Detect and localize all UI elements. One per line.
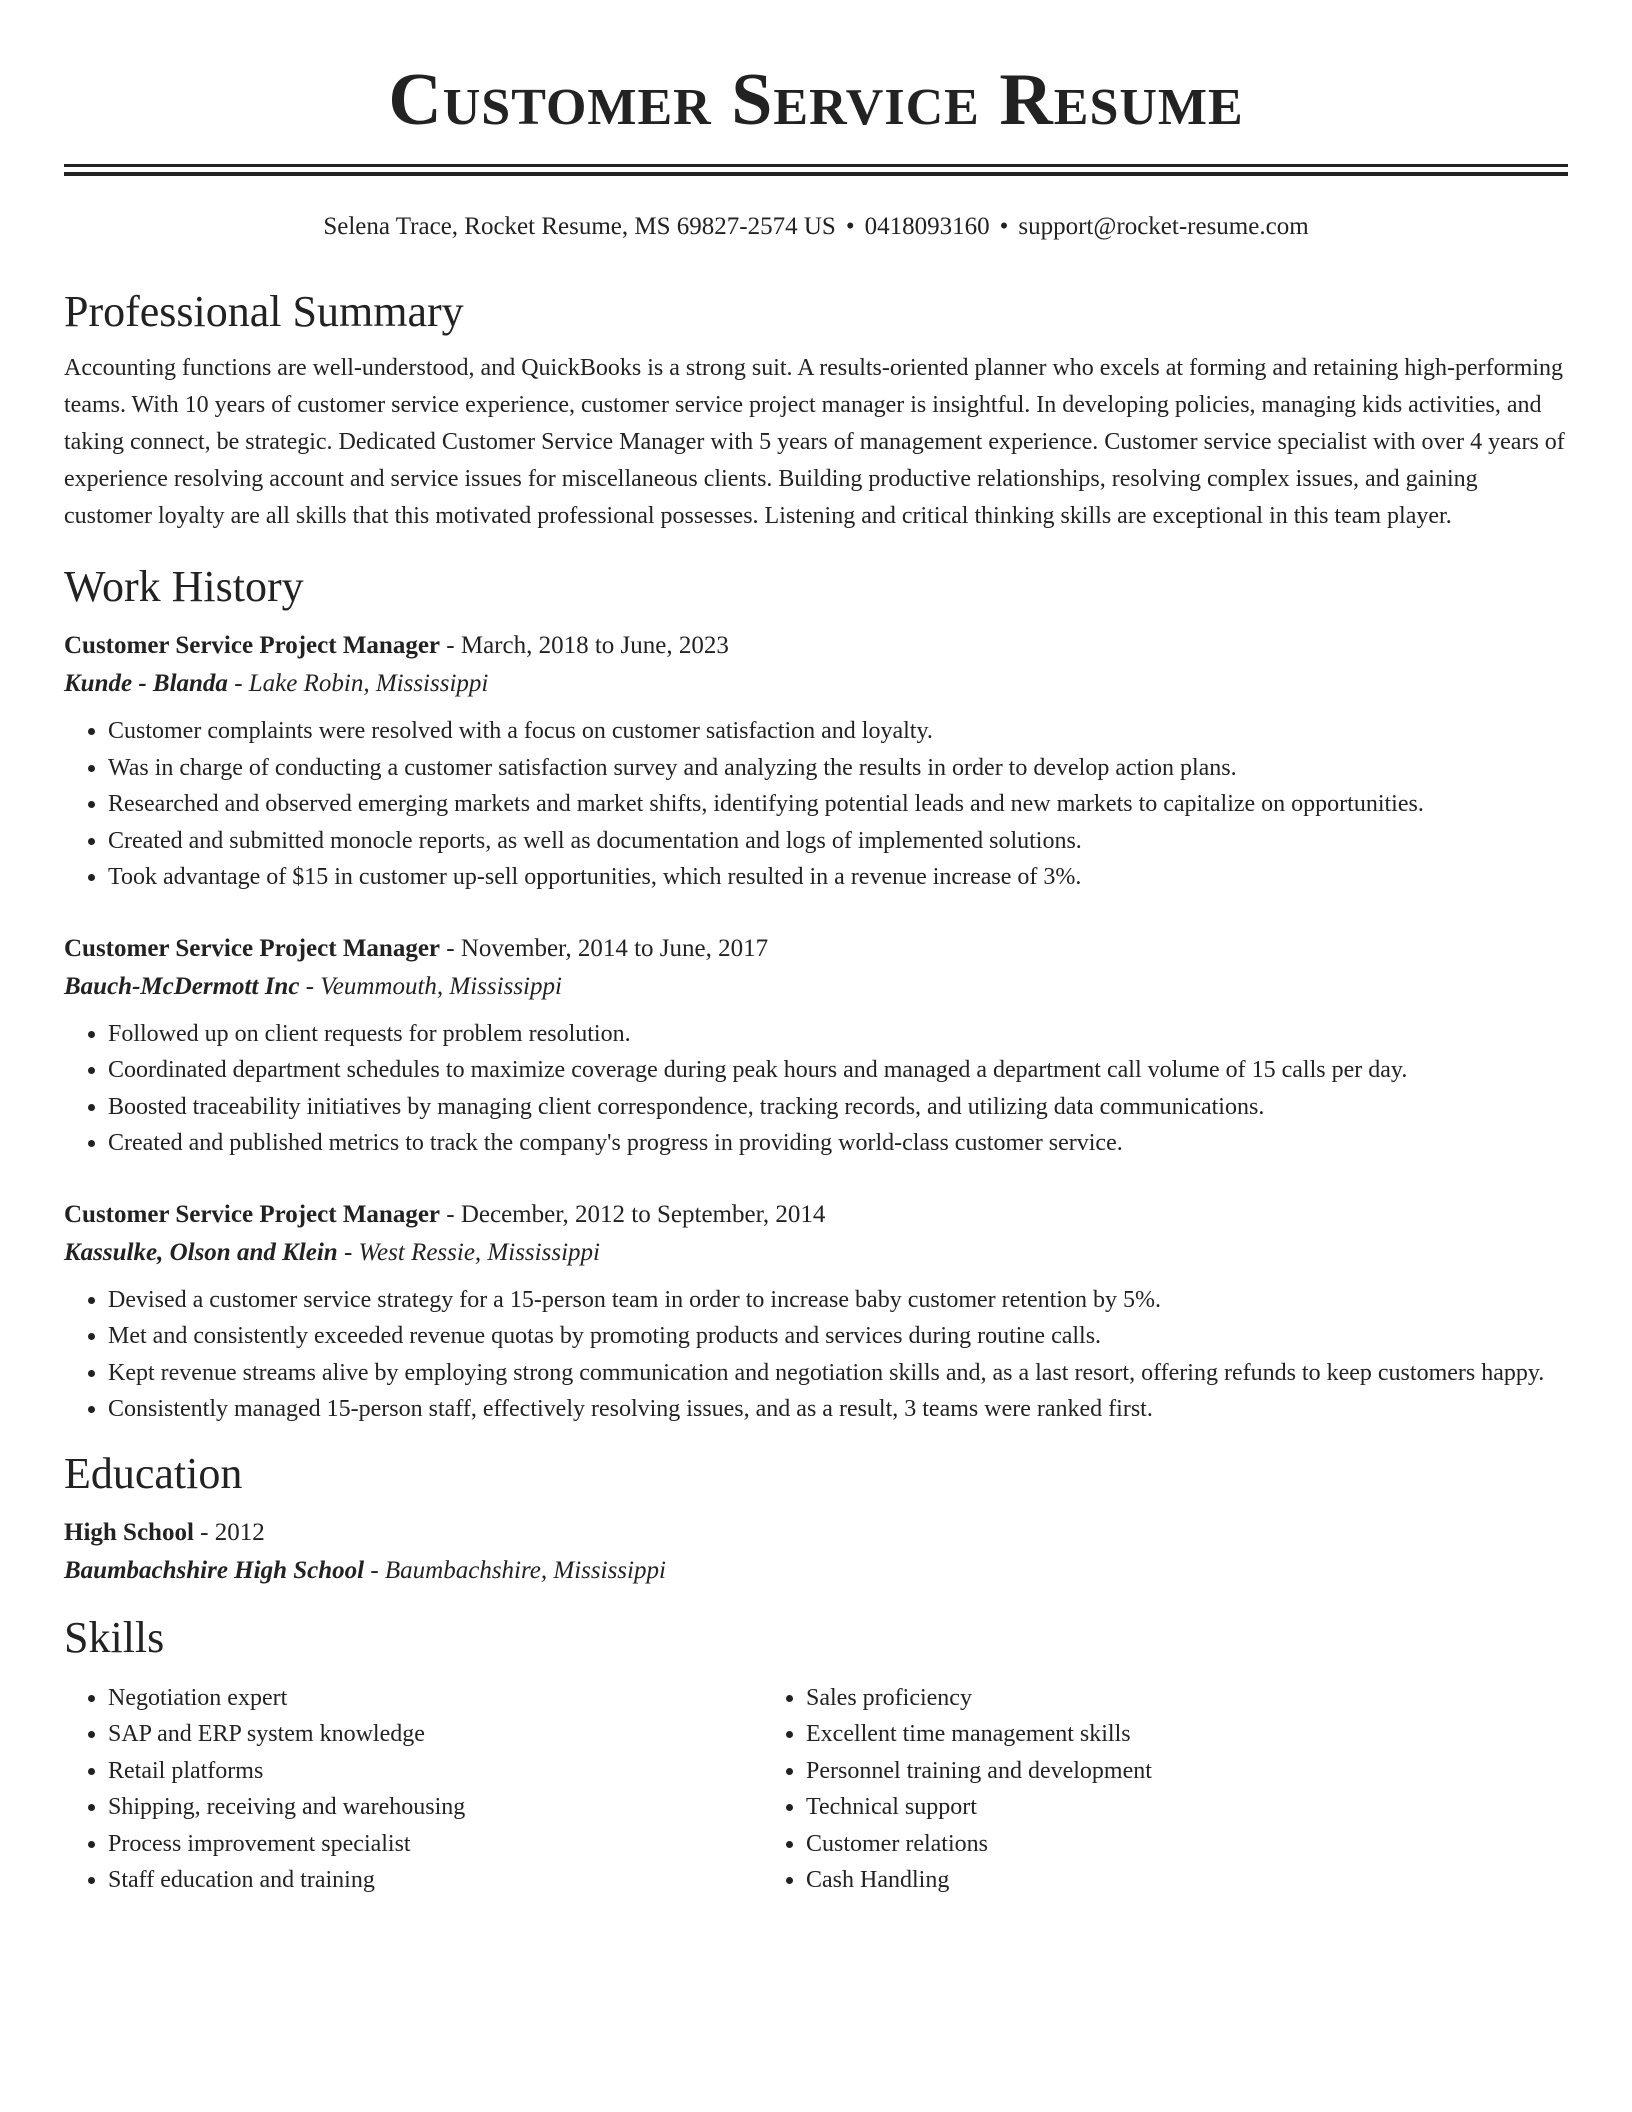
skills-column-right	[762, 1680, 1460, 1899]
job-bullet: • Researched and observed emerging markets and market shifts, identifying potential leads and new markets to capitalize on opportunities.	[108, 786, 1568, 823]
education-entry	[64, 1514, 1568, 1590]
school-name: Baumbachshire High School	[64, 1556, 365, 1584]
summary-heading: Professional Summary	[64, 287, 464, 336]
job-bullet: • Met and consistently exceeded revenue quotas by promoting products and services during routine calls.	[108, 1318, 1568, 1355]
skill-item: • Cash Handling	[806, 1862, 1460, 1899]
job-bullet: • Created and published metrics to track the company's progress in providing world-class customer service.	[108, 1125, 1568, 1162]
contact-separator: •	[845, 213, 855, 240]
dash: -	[440, 1200, 461, 1228]
contact-address: Selena Trace, Rocket Resume, MS 69827-2574 US	[323, 213, 836, 240]
job-bullets	[64, 713, 1568, 896]
work-history-section	[64, 561, 1568, 1428]
job-dates: March, 2018 to June, 2023	[460, 632, 729, 659]
summary-text: Accounting functions are well-understood, and QuickBooks is a strong suit. A results-oriented planner who excels at forming and retaining high-performing teams. With 10 years of customer service experience, customer service project manager is insightful. In developing policies, managing kids activities, and taking connect, be strategic. Dedicated Customer Service Manager with 5 years of management experience. Customer service specialist with over 4 years of experience resolving account and service issues for miscellaneous clients. Building productive relationships, resolving complex issues, and gaining customer loyalty are all skills that this motivated professional possesses. Listening and critical thinking skills are exceptional in this team player.	[64, 355, 1565, 529]
skills-heading: Skills	[64, 1612, 165, 1662]
contact-separator: •	[999, 213, 1009, 240]
job-title-line	[64, 1196, 1568, 1234]
title-divider-bottom	[64, 172, 1568, 176]
job-bullet: • Consistently managed 15-person staff, effectively resolving issues, and as a result, 3 teams were ranked first.	[108, 1391, 1568, 1428]
school-location: Baumbachshire, Mississippi	[384, 1556, 666, 1584]
title-divider-top	[64, 164, 1568, 167]
degree: High School	[64, 1518, 194, 1546]
company-line	[64, 968, 1568, 1006]
company-line	[64, 665, 1568, 703]
job-dates: December, 2012 to September, 2014	[460, 1200, 826, 1228]
job-bullets	[64, 1016, 1568, 1162]
job-bullet: • Was in charge of conducting a customer satisfaction survey and analyzing the results in order to develop action plans.	[108, 750, 1568, 787]
job-bullet: • Devised a customer service strategy for a 15-person team in order to increase baby customer retention by 5%.	[108, 1282, 1568, 1319]
company-name: Bauch-McDermott Inc	[64, 972, 300, 1000]
job-bullet: • Took advantage of $15 in customer up-sell opportunities, which resulted in a revenue increase of 3%.	[108, 859, 1568, 896]
dash: -	[337, 1238, 359, 1266]
job-title: Customer Service Project Manager	[64, 934, 441, 962]
skill-item: • Personnel training and development	[806, 1753, 1460, 1790]
job-bullet: • Created and submitted monocle reports, as well as documentation and logs of implemented solutions.	[108, 823, 1568, 860]
dash: -	[440, 934, 461, 962]
work-history-heading: Work History	[64, 562, 304, 611]
dash: -	[227, 670, 249, 697]
summary-section	[64, 286, 1568, 535]
job-title: Customer Service Project Manager	[64, 1200, 441, 1228]
skill-item: • Negotiation expert	[108, 1680, 762, 1717]
graduation-year: 2012	[214, 1518, 265, 1546]
company-location: West Ressie, Mississippi	[358, 1238, 600, 1266]
dash: -	[299, 972, 321, 1000]
skill-item: • Shipping, receiving and warehousing	[108, 1789, 762, 1826]
job-bullets	[64, 1282, 1568, 1428]
skill-item: • SAP and ERP system knowledge	[108, 1716, 762, 1753]
job-entry	[64, 1196, 1568, 1428]
skill-item: • Sales proficiency	[806, 1680, 1460, 1717]
skill-item: • Staff education and training	[108, 1862, 762, 1899]
job-entry	[64, 627, 1568, 896]
skill-item: • Technical support	[806, 1789, 1460, 1826]
job-title: Customer Service Project Manager	[64, 632, 441, 659]
degree-line	[64, 1514, 1568, 1552]
job-bullet: • Coordinated department schedules to maximize coverage during peak hours and managed a department call volume of 15 calls per day.	[108, 1052, 1568, 1089]
contact-email: support@rocket-resume.com	[1018, 213, 1309, 240]
company-name: Kassulke, Olson and Klein	[64, 1238, 338, 1266]
contact-phone: 0418093160	[864, 213, 990, 240]
job-bullet: • Customer complaints were resolved with a focus on customer satisfaction and loyalty.	[108, 713, 1568, 750]
company-name: Kunde - Blanda	[64, 670, 228, 697]
job-title-line	[64, 930, 1568, 968]
job-bullet: • Boosted traceability initiatives by managing client correspondence, tracking records, and utilizing data communications.	[108, 1089, 1568, 1126]
job-dates: November, 2014 to June, 2017	[460, 934, 769, 962]
job-title-line	[64, 627, 1568, 665]
skills-section	[64, 1612, 1568, 1899]
job-bullet: • Kept revenue streams alive by employing strong communication and negotiation skills and, as a last resort, offering refunds to keep customers happy.	[108, 1355, 1568, 1392]
skill-item: • Process improvement specialist	[108, 1826, 762, 1863]
education-section	[64, 1448, 1568, 1590]
dash: -	[193, 1518, 215, 1546]
resume-title: Customer Service Resume	[388, 59, 1244, 141]
skill-item: • Excellent time management skills	[806, 1716, 1460, 1753]
skills-columns	[64, 1680, 1568, 1899]
skill-item: • Customer relations	[806, 1826, 1460, 1863]
job-bullet: • Followed up on client requests for problem resolution.	[108, 1016, 1568, 1053]
dash: -	[440, 632, 461, 659]
company-location: Lake Robin, Mississippi	[248, 670, 489, 697]
education-heading: Education	[64, 1448, 243, 1498]
skills-column-left	[64, 1680, 762, 1899]
job-entry	[64, 930, 1568, 1162]
dash: -	[364, 1556, 385, 1584]
company-line	[64, 1234, 1568, 1272]
skill-item: • Retail platforms	[108, 1753, 762, 1790]
school-line	[64, 1552, 1568, 1590]
company-location: Veummouth, Mississippi	[320, 972, 562, 1000]
contact-line	[64, 212, 1568, 242]
